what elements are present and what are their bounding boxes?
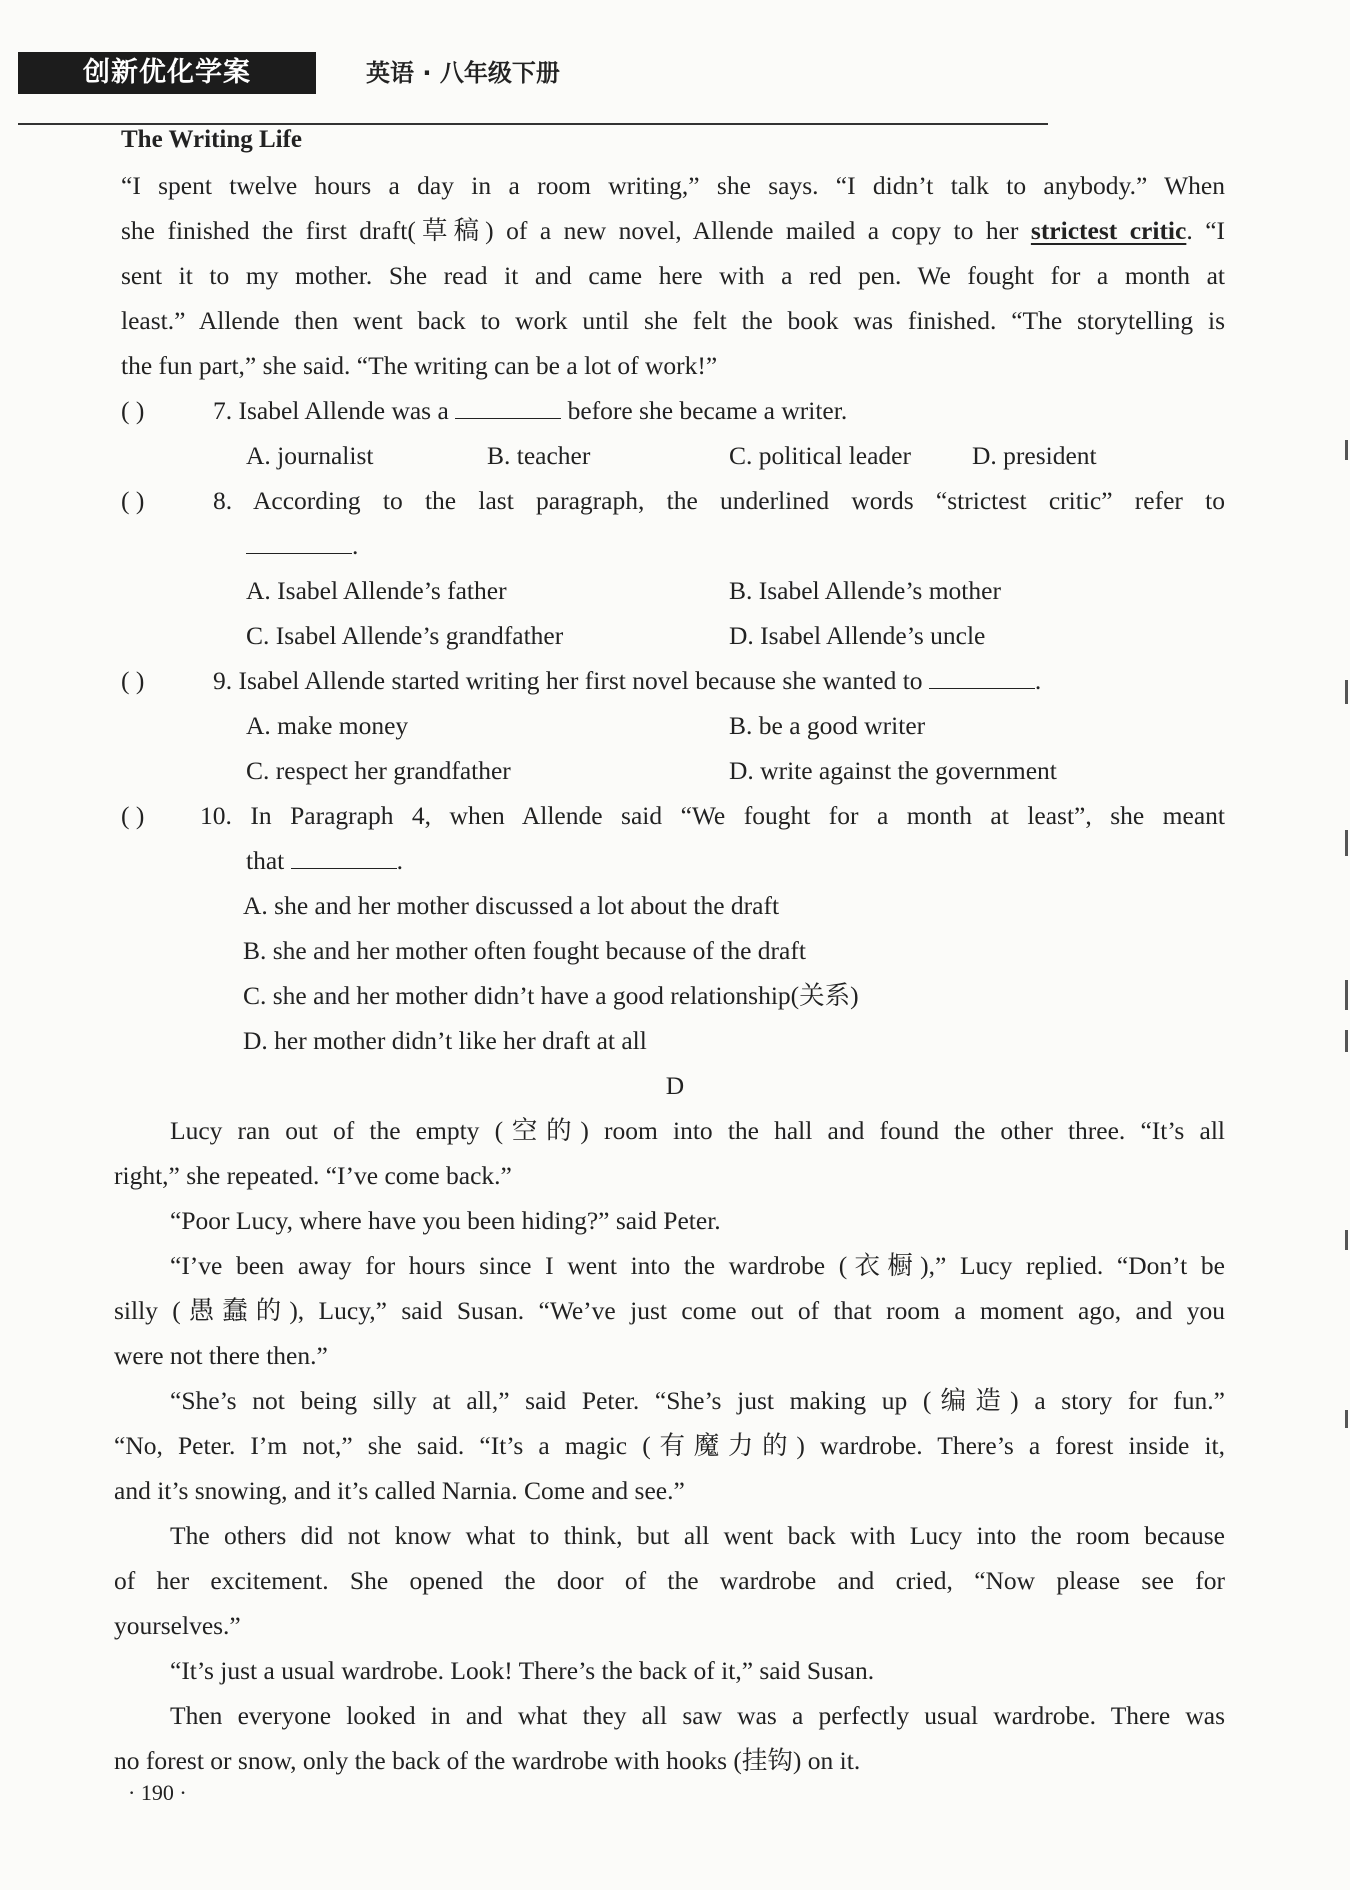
- answer-paren-9[interactable]: ( ): [121, 666, 145, 695]
- question-7-option-c: C. political leader: [729, 441, 911, 470]
- passage-d-line-3: “Poor Lucy, where have you been hiding?” said Peter.: [170, 1206, 721, 1235]
- passage-d-line-4: “I’ve been away for hours since I went into the wardrobe (衣橱),” Lucy replied. “Don’t be: [170, 1251, 1225, 1280]
- answer-paren-7[interactable]: ( ): [121, 396, 145, 425]
- question-9-option-a: A. make money: [246, 711, 409, 740]
- question-7-option-a: A. journalist: [246, 441, 374, 470]
- section-label: D: [665, 1071, 685, 1100]
- question-10-option-b: B. she and her mother often fought because of the draft: [243, 936, 806, 965]
- answer-paren-10[interactable]: ( ): [121, 801, 145, 830]
- question-8-option-b: B. Isabel Allende’s mother: [729, 576, 1001, 605]
- question-8-option-c: C. Isabel Allende’s grandfather: [246, 621, 564, 650]
- passage-d-line-10: The others did not know what to think, but all went back with Lucy into the room because: [170, 1521, 1225, 1550]
- passage-c-line-4: least.” Allende then went back to work until she felt the book was finished. “The storytelling is: [121, 306, 1225, 335]
- question-10-stem: 10. In Paragraph 4, when Allende said “We fought for a month at least”, she meant: [200, 801, 1225, 830]
- question-10-option-a: A. she and her mother discussed a lot about the draft: [243, 891, 780, 920]
- question-9-option-b: B. be a good writer: [729, 711, 926, 740]
- answer-blank: [929, 664, 1035, 689]
- passage-c-line-2: she finished the first draft(草稿) of a new novel, Allende mailed a copy to her strictest critic. “I: [121, 216, 1225, 245]
- question-9-stem: 9. Isabel Allende started writing her first novel because she wanted to .: [213, 666, 1042, 695]
- question-8-stem: 8. According to the last paragraph, the underlined words “strictest critic” refer to: [213, 486, 1225, 515]
- passage-d-line-11: of her excitement. She opened the door of the wardrobe and cried, “Now please see for: [114, 1566, 1225, 1595]
- question-10-option-c: C. she and her mother didn’t have a good relationship(关系): [243, 981, 859, 1010]
- question-8-stem-cont: .: [246, 528, 358, 564]
- passage-d-line-13: “It’s just a usual wardrobe. Look! There’s the back of it,” said Susan.: [170, 1656, 875, 1685]
- brand-logo: 创新优化学案: [18, 52, 316, 94]
- passage-d-line-5: silly (愚蠢的), Lucy,” said Susan. “We’ve just come out of that room a moment ago, and you: [114, 1296, 1225, 1325]
- passage-title: The Writing Life: [121, 126, 303, 153]
- question-9-option-c: C. respect her grandfather: [246, 756, 511, 785]
- passage-d-line-8: “No, Peter. I’m not,” she said. “It’s a magic (有魔力的) wardrobe. There’s a forest inside it,: [114, 1431, 1225, 1460]
- passage-c-line-5: the fun part,” she said. “The writing can be a lot of work!”: [121, 351, 718, 380]
- scan-edge-mark: [1345, 1410, 1348, 1428]
- underlined-phrase: strictest critic: [1030, 216, 1187, 245]
- passage-d-line-14: Then everyone looked in and what they all saw was a perfectly usual wardrobe. There was: [170, 1701, 1225, 1730]
- passage-d-line-7: “She’s not being silly at all,” said Peter. “She’s just making up (编造) a story for fun.”: [170, 1386, 1225, 1415]
- question-10-stem-cont: that .: [246, 846, 403, 875]
- scan-edge-mark: [1345, 440, 1348, 460]
- passage-c-line-3: sent it to my mother. She read it and came here with a red pen. We fought for a month at: [121, 261, 1225, 290]
- question-8-option-a: A. Isabel Allende’s father: [246, 576, 507, 605]
- question-8-option-d: D. Isabel Allende’s uncle: [729, 621, 986, 650]
- answer-blank: [246, 529, 352, 554]
- passage-d-line-1: Lucy ran out of the empty (空的) room into the hall and found the other three. “It’s all: [170, 1116, 1225, 1145]
- passage-c-line-1: “I spent twelve hours a day in a room writing,” she says. “I didn’t talk to anybody.” When: [121, 171, 1225, 200]
- passage-d-line-12: yourselves.”: [114, 1611, 241, 1640]
- answer-paren-8[interactable]: ( ): [121, 486, 145, 515]
- answer-blank: [291, 844, 397, 869]
- passage-d-line-15: no forest or snow, only the back of the wardrobe with hooks (挂钩) on it.: [114, 1746, 861, 1775]
- subject-title: 英语 · 八年级下册: [366, 59, 560, 87]
- question-9-option-d: D. write against the government: [729, 756, 1057, 785]
- question-7-option-d: D. president: [972, 441, 1097, 470]
- question-7-stem: 7. Isabel Allende was a before she became a writer.: [213, 396, 848, 425]
- scan-edge-mark: [1345, 680, 1348, 704]
- passage-d-line-9: and it’s snowing, and it’s called Narnia. Come and see.”: [114, 1476, 685, 1505]
- answer-blank: [455, 394, 561, 419]
- scan-edge-mark: [1345, 980, 1348, 1010]
- passage-d-line-2: right,” she repeated. “I’ve come back.”: [114, 1161, 512, 1190]
- passage-d-line-6: were not there then.”: [114, 1341, 328, 1370]
- scan-edge-mark: [1345, 830, 1348, 856]
- question-10-option-d: D. her mother didn’t like her draft at all: [243, 1026, 647, 1055]
- page-number: · 190 ·: [128, 1780, 187, 1805]
- page-header: [0, 42, 1350, 100]
- scan-edge-mark: [1345, 1030, 1348, 1052]
- scan-edge-mark: [1345, 1230, 1348, 1250]
- question-7-option-b: B. teacher: [487, 441, 591, 470]
